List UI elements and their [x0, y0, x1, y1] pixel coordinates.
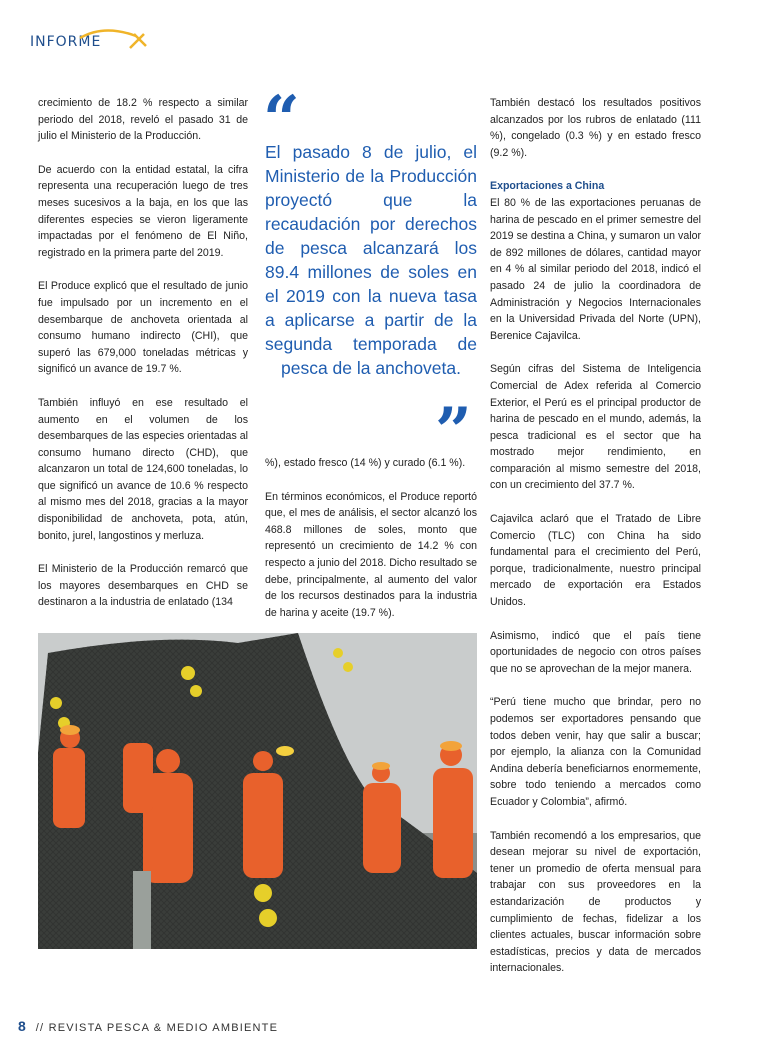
- fishermen-photo: [38, 633, 477, 949]
- section-header: [30, 24, 140, 56]
- paragraph: Según cifras del Sistema de Inteligencia Comercial de Adex referida al Comercio Exterior, el Perú es el principal productor de harina de pescado en el mundo, además, la pesca tradicional es el sector que ha mostrado mejor rendimiento, en comparación al mismo semestre del 2018, con un crecimiento del 37.7 %.: [490, 363, 701, 492]
- fishermen-illustration: [38, 633, 477, 949]
- open-quote-icon: “: [263, 82, 300, 157]
- paragraph: El Produce explicó que el resultado de junio fue impulsado por un incremento en el desembarque de anchoveta orientada al consumo humano indirecto (CHI), que superó las 679,000 toneladas métricas y significó un avance de 19.7 %.: [38, 280, 248, 376]
- paragraph: %), estado fresco (14 %) y curado (6.1 %).: [265, 457, 466, 469]
- column-left: [38, 95, 248, 628]
- page-footer: [18, 1018, 278, 1034]
- paragraph: crecimiento de 18.2 % respecto a similar periodo del 2018, reveló el pasado 31 de julio el Ministerio de la Producción.: [38, 97, 248, 143]
- publication-name: // REVISTA PESCA & MEDIO AMBIENTE: [35, 1022, 279, 1034]
- column-right: [490, 95, 701, 994]
- paragraph: Cajavilca aclaró que el Tratado de Libre Comercio (TLC) con China ha sido fundamental para el crecimiento del Perú, porque, tradicionalmente, nuestro principal mercado de exportación era Estados Unidos.: [490, 513, 701, 609]
- paragraph: Asimismo, indicó que el país tiene oportunidades de negocio con otros países que no se aprovechan de la mejor manera.: [490, 629, 701, 675]
- page-number: 8: [18, 1018, 26, 1034]
- paragraph: El Ministerio de la Producción remarcó que los mayores desembarques en CHD se destinaron a la industria de enlatado (134: [38, 563, 248, 609]
- paragraph: También recomendó a los empresarios, que desean mejorar su nivel de exportación, tener un promedio de oferta mensual para trabajar con sus proveedores en la estandarización de productos y cumplimiento de fechas, fidelizar a los clientes actuales, buscar información sobre estadísticas, precios y data de mercados internacionales.: [490, 829, 701, 975]
- paragraph: “Perú tiene mucho que brindar, pero no podemos ser exportadores pensando que todos deben venir, hay que salir a buscar; por ejemplo, la alianza con la Comunidad Andina debería beneficiarnos enormemente, sobre todo teniendo a mercados como Ecuador y Colombia”, afirmó.: [490, 696, 701, 808]
- paragraph: También destacó los resultados positivos alcanzados por los rubros de enlatado (111 %), congelado (0.3 %) y en estado fresco (9.2 %).: [490, 97, 701, 159]
- paragraph: De acuerdo con la entidad estatal, la cifra representa una recuperación luego de tres meses sucesivos a la baja, en los que las diferentes especies se vieron ligeramente impactadas por el fenómeno de El Niño, registrado en la primera parte del 2019.: [38, 163, 248, 259]
- section-label: INFORME: [30, 34, 102, 50]
- paragraph: En términos económicos, el Produce reportó que, el mes de análisis, el sector alcanzó los 468.8 millones de soles, monto que representó un crecimiento de 14.2 % con respecto a junio del 2018. Dicho resultado se debe, principalmente, al aumento del valor de los recursos destinados para la industria de harina y aceite (19.7 %).: [265, 490, 478, 619]
- column-middle: [265, 455, 477, 638]
- subheading-exportaciones: Exportaciones a China: [490, 180, 605, 193]
- fish-logo-icon: [74, 26, 154, 56]
- paragraph: El 80 % de las exportaciones peruanas de harina de pescado en el primer semestre del 2019 se destina a China, y sumaron un valor de 892 millones de dólares, cantidad mayor en 4 % al similar periodo del 2018, indicó el pasado 24 de julio la coordinadora de Administración y Negocios Internacionales en la Universidad Privada del Norte (UPN), Berenice Cajavilca.: [490, 196, 701, 342]
- pull-quote: El pasado 8 de julio, el Ministerio de la Producción proyectó que la recaudación por derechos de pesca alcanzará los 89.4 millones de soles en el 2019 con la nueva tasa a aplicarse a partir de la segunda temporada de pesca de la anchoveta.: [265, 142, 477, 378]
- paragraph: También influyó en ese resultado el aumento en el volumen de los desembarques de las especies orientadas al consumo humano directo (CHD), que alcanzaron un total de 124,600 toneladas, lo que significó un avance de 10.6 % respecto al mismo mes del 2018, gracias a la mayor disponibilidad de anchoveta, pota, atún, bonito, jurel, langostinos y merluza.: [38, 396, 248, 542]
- close-quote-icon: ”: [435, 394, 472, 469]
